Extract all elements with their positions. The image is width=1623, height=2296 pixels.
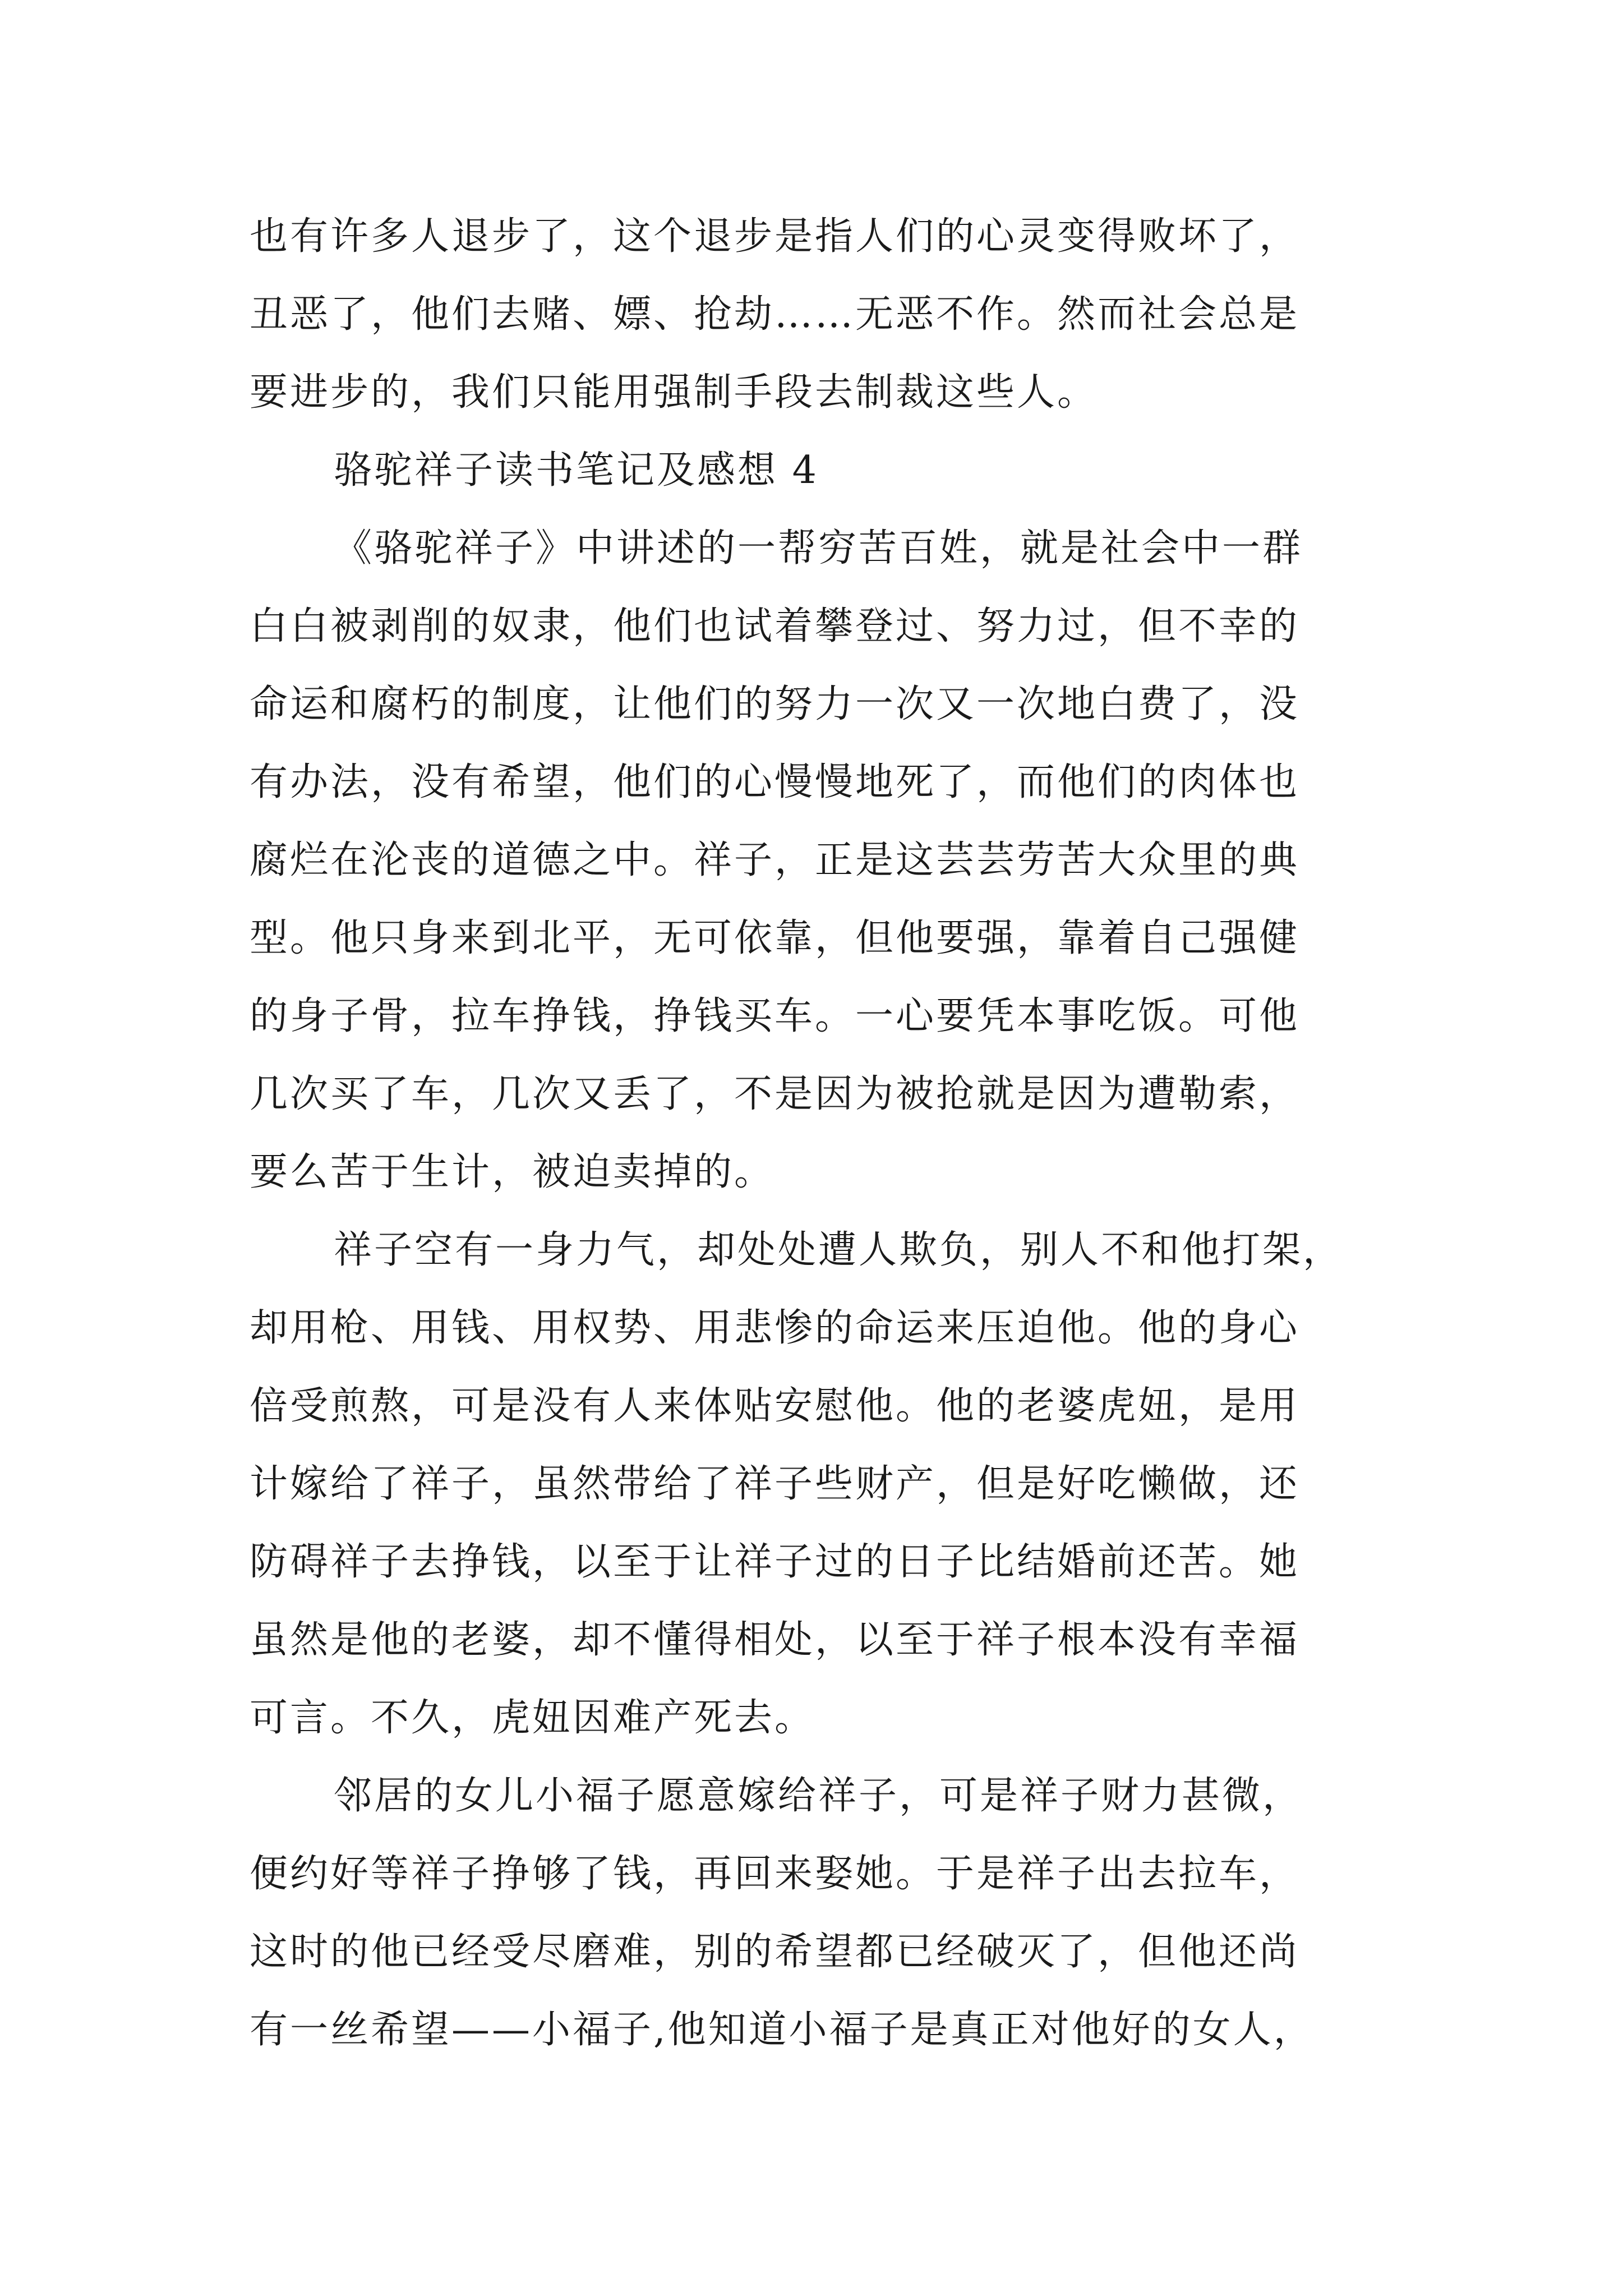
text-line: 《骆驼祥子》中讲述的一帮穷苦百姓，就是社会中一群	[334, 526, 1303, 570]
text-line: 要么苦于生计，被迫卖掉的。	[250, 1150, 775, 1194]
text-line: 的身子骨，拉车挣钱，挣钱买车。一心要凭本事吃饭。可他	[250, 994, 1300, 1038]
text-line: 便约好等祥子挣够了钱，再回来娶她。于是祥子出去拉车，	[250, 1852, 1300, 1896]
section-heading: 骆驼祥子读书笔记及感想 4	[334, 448, 819, 493]
text-line: 虽然是他的老婆，却不懂得相处，以至于祥子根本没有幸福	[250, 1618, 1300, 1662]
text-line: 白白被剥削的奴隶，他们也试着攀登过、努力过，但不幸的	[250, 604, 1300, 648]
text-line: 丑恶了，他们去赌、嫖、抢劫……无恶不作。然而社会总是	[250, 292, 1300, 337]
text-line: 型。他只身来到北平，无可依靠，但他要强，靠着自己强健	[250, 916, 1300, 960]
text-line: 腐烂在沦丧的道德之中。祥子，正是这芸芸劳苦大众里的典	[250, 838, 1300, 882]
text-line: 却用枪、用钱、用权势、用悲惨的命运来压迫他。他的身心	[250, 1306, 1300, 1350]
text-line: 要进步的，我们只能用强制手段去制裁这些人。	[250, 370, 1098, 415]
text-line: 命运和腐朽的制度，让他们的努力一次又一次地白费了，没	[250, 682, 1300, 726]
text-line: 也有许多人退步了，这个退步是指人们的心灵变得败坏了，	[250, 214, 1300, 259]
text-line: 可言。不久，虎妞因难产死去。	[250, 1696, 815, 1740]
text-line: 这时的他已经受尽磨难，别的希望都已经破灭了，但他还尚	[250, 1930, 1300, 1974]
text-line: 有一丝希望——小福子,他知道小福子是真正对他好的女人，	[250, 2008, 1314, 2052]
text-line: 防碍祥子去挣钱，以至于让祥子过的日子比结婚前还苦。她	[250, 1540, 1300, 1584]
text-line: 祥子空有一身力气，却处处遭人欺负，别人不和他打架，	[334, 1228, 1344, 1272]
text-line: 邻居的女儿小福子愿意嫁给祥子，可是祥子财力甚微，	[334, 1774, 1303, 1818]
text-line: 倍受煎熬，可是没有人来体贴安慰他。他的老婆虎妞，是用	[250, 1384, 1300, 1428]
text-line: 计嫁给了祥子，虽然带给了祥子些财产，但是好吃懒做，还	[250, 1462, 1300, 1506]
text-line: 有办法，没有希望，他们的心慢慢地死了，而他们的肉体也	[250, 760, 1300, 804]
text-line: 几次买了车，几次又丢了，不是因为被抢就是因为遭勒索，	[250, 1072, 1300, 1116]
